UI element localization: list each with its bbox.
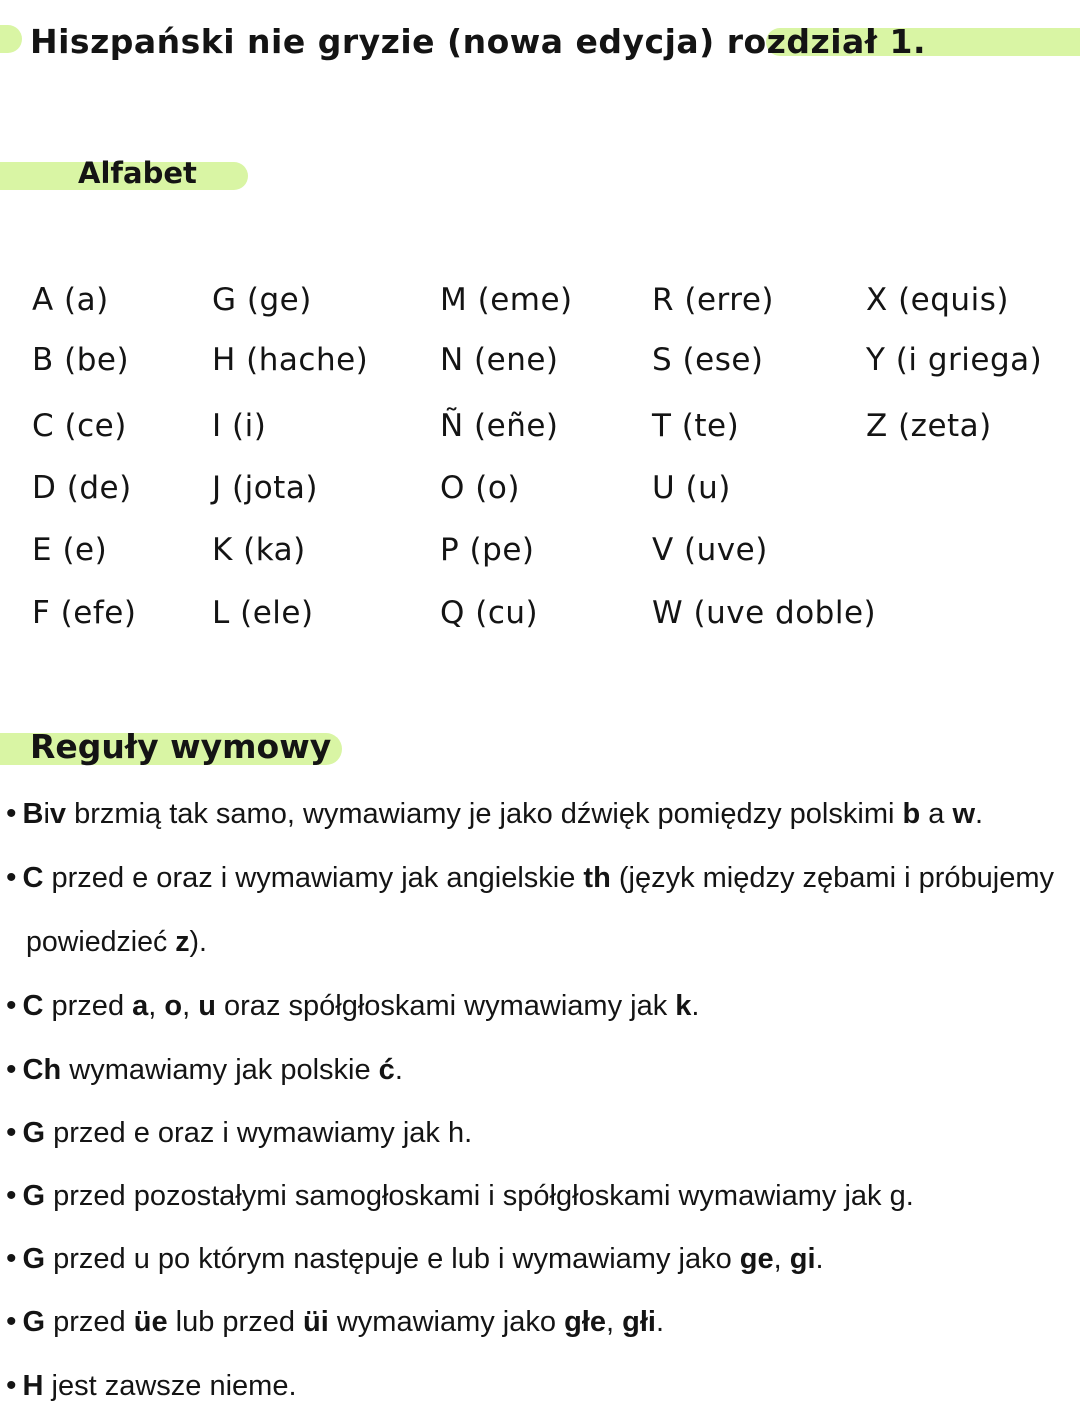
rule-text-fragment: oraz spółgłoskami wymawiamy jak bbox=[215, 990, 676, 1022]
rule-bold-fragment: H bbox=[22, 1370, 44, 1402]
alphabet-letter: G (ge) bbox=[212, 282, 312, 318]
rule-bold-fragment: k bbox=[675, 990, 692, 1022]
rule-text-fragment: , bbox=[605, 1306, 623, 1338]
alphabet-letter: V (uve) bbox=[652, 532, 768, 568]
rule-bold-fragment: G bbox=[22, 1306, 46, 1338]
alphabet-letter: B (be) bbox=[32, 342, 130, 378]
page-title: Hiszpański nie gryzie (nowa edycja) rozdział 1. bbox=[30, 22, 927, 61]
alphabet-letter: K (ka) bbox=[212, 532, 306, 568]
alphabet-letter: E (e) bbox=[32, 532, 108, 568]
rule-item bbox=[26, 910, 1070, 974]
rule-text-fragment: wymawiamy jako bbox=[328, 1306, 565, 1338]
title-highlight bbox=[0, 25, 22, 53]
rule-item bbox=[6, 1038, 1066, 1102]
rule-text-fragment: lub przed bbox=[167, 1306, 304, 1338]
rule-bold-fragment: G bbox=[22, 1243, 46, 1275]
rule-item bbox=[6, 974, 1066, 1038]
rule-bold-fragment: głi bbox=[622, 1306, 656, 1338]
rule-item bbox=[6, 1101, 1066, 1165]
bullet-icon: • bbox=[6, 1179, 17, 1212]
alphabet-letter: Ñ (eñe) bbox=[440, 408, 559, 444]
rule-text-fragment: ). bbox=[189, 926, 207, 958]
bullet-icon: • bbox=[6, 1369, 17, 1402]
rule-item bbox=[6, 1290, 1066, 1354]
alphabet-letter: W (uve doble) bbox=[652, 595, 877, 631]
alphabet-heading: Alfabet bbox=[78, 156, 197, 190]
rule-text-fragment: przed e oraz i wymawiamy jak angielskie bbox=[43, 862, 584, 894]
alphabet-letter: Z (zeta) bbox=[866, 408, 992, 444]
rule-text-fragment: przed pozostałymi samogłoskami i spółgłoskami wymawiamy jak g. bbox=[45, 1180, 914, 1212]
alphabet-letter: D (de) bbox=[32, 470, 132, 506]
alphabet-letter: L (ele) bbox=[212, 595, 314, 631]
rule-bold-fragment: głe bbox=[564, 1306, 606, 1338]
alphabet-letter: Q (cu) bbox=[440, 595, 539, 631]
bullet-icon: • bbox=[6, 861, 17, 894]
rule-text-fragment: przed u po którym następuje e lub i wymawiamy jako bbox=[45, 1243, 740, 1275]
rule-text-fragment: brzmią tak samo, wymawiamy je jako dźwięk pomiędzy polskimi bbox=[66, 798, 903, 830]
alphabet-letter: T (te) bbox=[652, 408, 740, 444]
rule-bold-fragment: C bbox=[22, 862, 44, 894]
rule-text-fragment: , bbox=[182, 990, 199, 1022]
rule-text-fragment: . bbox=[655, 1306, 665, 1338]
alphabet-letter: U (u) bbox=[652, 470, 731, 506]
rule-text-fragment: wymawiamy jak polskie bbox=[61, 1054, 379, 1086]
bullet-icon: • bbox=[6, 797, 17, 830]
bullet-icon: • bbox=[6, 989, 17, 1022]
alphabet-letter: A (a) bbox=[32, 282, 109, 318]
rule-bold-fragment: üe bbox=[133, 1306, 168, 1338]
alphabet-letter: J (jota) bbox=[212, 470, 318, 506]
rule-text-fragment: , bbox=[773, 1243, 790, 1275]
rule-bold-fragment: u bbox=[198, 990, 216, 1022]
rule-text-fragment: a bbox=[920, 798, 953, 830]
rule-bold-fragment: th bbox=[583, 862, 611, 894]
rule-bold-fragment: z bbox=[175, 926, 190, 958]
rule-bold-fragment: G bbox=[22, 1117, 46, 1149]
alphabet-letter: H (hache) bbox=[212, 342, 369, 378]
rule-text-fragment: i bbox=[43, 798, 50, 830]
rule-bold-fragment: v bbox=[49, 798, 67, 830]
rule-text-fragment: , bbox=[148, 990, 165, 1022]
rule-text-fragment: przed bbox=[43, 990, 133, 1022]
bullet-icon: • bbox=[6, 1116, 17, 1149]
alphabet-letter: N (ene) bbox=[440, 342, 559, 378]
alphabet-letter: P (pe) bbox=[440, 532, 535, 568]
rule-bold-fragment: a bbox=[132, 990, 149, 1022]
rule-bold-fragment: ge bbox=[739, 1243, 774, 1275]
rule-text-fragment: (język między zębami i próbujemy bbox=[610, 862, 1054, 894]
rule-bold-fragment: üi bbox=[303, 1306, 329, 1338]
alphabet-letter: O (o) bbox=[440, 470, 520, 506]
bullet-icon: • bbox=[6, 1242, 17, 1275]
alphabet-letter: Y (i griega) bbox=[866, 342, 1043, 378]
rule-bold-fragment: C bbox=[22, 990, 44, 1022]
rule-bold-fragment: o bbox=[164, 990, 183, 1022]
rule-text-fragment: . bbox=[975, 798, 984, 830]
rule-text-fragment: . bbox=[394, 1054, 403, 1086]
rule-text-fragment: jest zawsze nieme. bbox=[43, 1370, 297, 1402]
rule-text-fragment: powiedzieć bbox=[26, 926, 176, 958]
bullet-icon: • bbox=[6, 1305, 17, 1338]
bullet-icon: • bbox=[6, 1053, 17, 1086]
rule-bold-fragment: gi bbox=[789, 1243, 816, 1275]
rule-bold-fragment: Ch bbox=[22, 1054, 62, 1086]
rule-bold-fragment: b bbox=[902, 798, 921, 830]
alphabet-letter: X (equis) bbox=[866, 282, 1009, 318]
rule-text-fragment: . bbox=[691, 990, 700, 1022]
alphabet-letter: R (erre) bbox=[652, 282, 774, 318]
rule-bold-fragment: ć bbox=[378, 1054, 395, 1086]
alphabet-letter: I (i) bbox=[212, 408, 267, 444]
rule-bold-fragment: w bbox=[952, 798, 976, 830]
rule-item bbox=[6, 782, 1066, 846]
rule-bold-fragment: B bbox=[22, 798, 44, 830]
rule-text-fragment: przed bbox=[45, 1306, 134, 1338]
rule-item bbox=[6, 846, 1066, 910]
rule-item bbox=[6, 1227, 1066, 1291]
rule-item bbox=[6, 1164, 1066, 1228]
alphabet-letter: F (efe) bbox=[32, 595, 137, 631]
alphabet-letter: C (ce) bbox=[32, 408, 127, 444]
rule-text-fragment: przed e oraz i wymawiamy jak h. bbox=[45, 1117, 473, 1149]
alphabet-letter: M (eme) bbox=[440, 282, 573, 318]
rules-heading: Reguły wymowy bbox=[30, 727, 332, 766]
rule-text-fragment: . bbox=[815, 1243, 824, 1275]
rule-item bbox=[6, 1354, 1066, 1418]
rule-bold-fragment: G bbox=[22, 1180, 46, 1212]
alphabet-letter: S (ese) bbox=[652, 342, 764, 378]
